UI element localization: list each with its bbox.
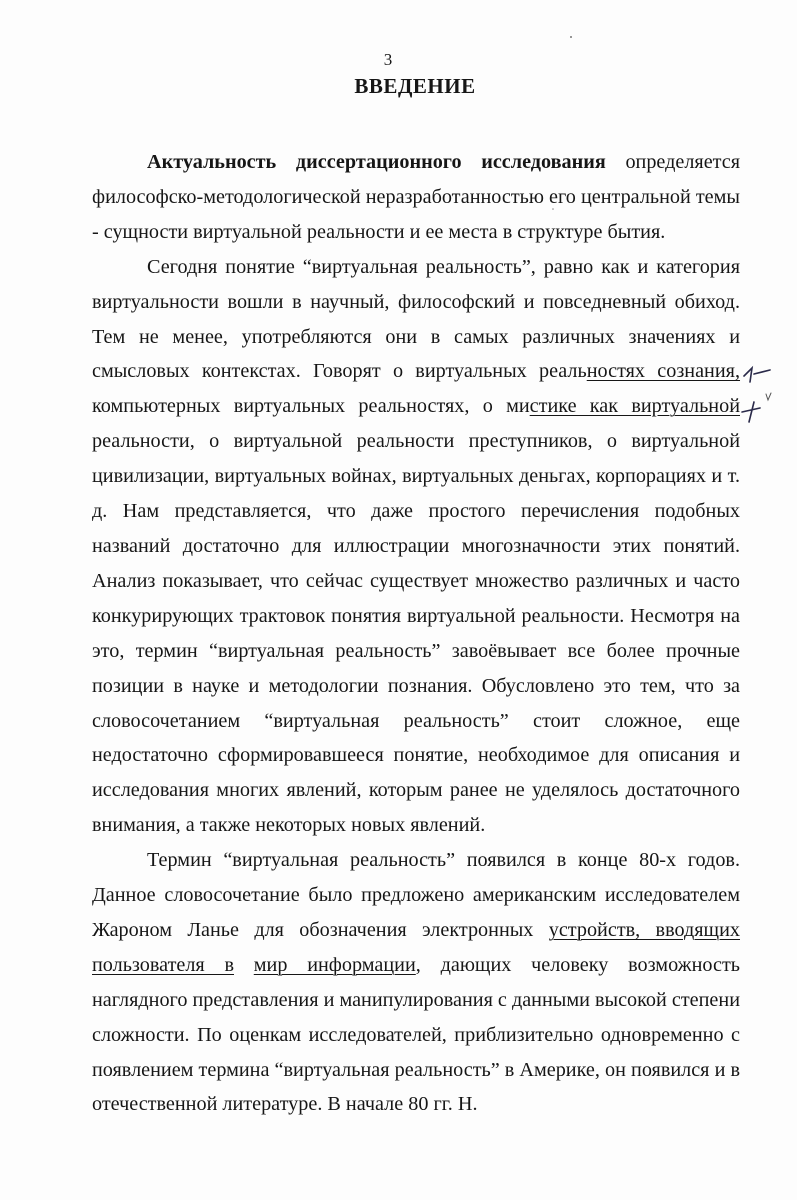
paragraph-text: реальности, о виртуальной реальности преступников, о виртуальной цивилизации, виртуальных войнах, виртуальных деньгах, корпорациях и т. д. Нам представляется, что даже простого перечисления подобных названий достаточно для иллюстрации многозначности этих понятий. Анализ показывает, что сейчас существует множество различных и часто конкурирующих трактовок понятия виртуальной реальности. Несмотря на это, термин “виртуальная реальность” завоёвывает все более прочные позиции в науке и методологии познания. Обусловлено это тем, что за словосочетанием “виртуальная реальность” стоит сложное, еще недостаточно сформировавшееся понятие, необходимое для описания и исследования многих явлений, которым ранее не уделялось достаточного внимания, а также некоторых новых явлений. [92, 430, 740, 837]
paragraph-text: , дающих человеку возможность наглядного представления и манипулирования с данными высокой степени сложности. По оценкам исследователей, приблизительно одновременно с появлением термина “виртуальная реальность” в Америке, он появился и в отечественной литературе. В начале 80 гг. Н. [92, 953, 741, 1116]
underlined-phrase: пользователя в [92, 953, 234, 976]
paragraph-text: Сегодня понятие “виртуальная реальность”, равно как и категория виртуальности вошли в научный, философский и повседневный обиход. Тем не менее, употребляются они в самых различных значениях и смысловых контекстах. Говорят о виртуальных реаль [92, 255, 740, 383]
underlined-phrase: стике как виртуальной [529, 395, 740, 418]
paragraph-text: Термин “виртуальная реальность” появился в конце 80-х годов. Данное словосочетание было предложено американским исследователем Жароном Ланье для обозначения электронных [92, 849, 740, 941]
underlined-phrase: устройств, вводящих [548, 918, 740, 941]
paragraph-2 [92, 250, 740, 843]
page-number: 3 [383, 50, 393, 69]
underlined-phrase: мир информации [253, 953, 416, 976]
paragraph-lead: Актуальность диссертационного исследования [147, 151, 606, 173]
paragraph-text: определяется философско-методологической неразработанностью его центральной темы - сущности виртуальной реальности и ее места в структуре бытия. [92, 151, 740, 243]
scan-speck-icon [568, 34, 574, 40]
paragraph-text [234, 954, 254, 976]
paragraph-text: компьютерных виртуальных реальностях, о ми [92, 395, 530, 418]
underlined-phrase: ностях сознания, [586, 360, 741, 383]
pen-mark-icon [740, 360, 785, 440]
paragraph-1 [92, 145, 740, 250]
body-text [92, 145, 740, 1122]
section-heading: ВВЕДЕНИЕ [354, 74, 476, 98]
paragraph-3 [92, 843, 740, 1122]
